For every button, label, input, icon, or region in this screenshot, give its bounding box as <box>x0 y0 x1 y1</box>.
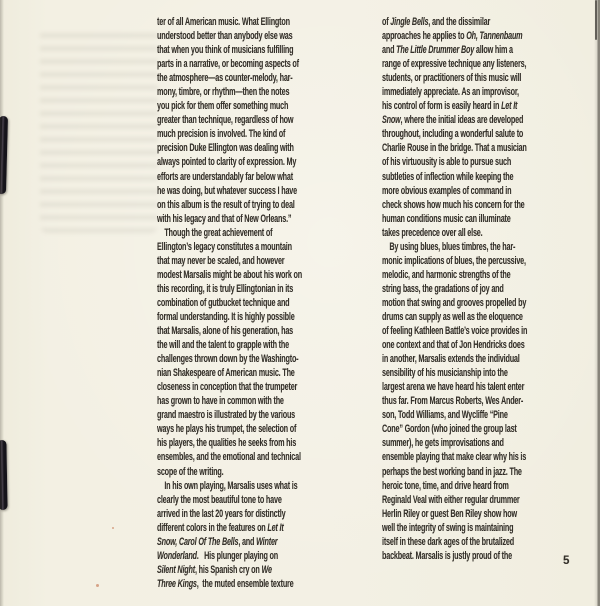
text-line: the atmosphere—as counter-melody, har- <box>157 72 293 85</box>
text-line: monic implications of blues, the percussive, <box>382 254 526 267</box>
text-line: has grown to have in common with the <box>157 395 284 408</box>
text-line: By using blues, blues timbres, the har- <box>382 240 516 253</box>
text-line: that Marsalis, alone of his generation, has <box>157 325 293 338</box>
text-line: more obvious examples of command in <box>382 184 512 197</box>
text-line: grand maestro is illustrated by the various <box>157 409 296 422</box>
text-line: son, Todd Williams, and Wycliffe “Pine <box>382 409 508 422</box>
text-line: that may never be scaled, and however <box>157 254 285 267</box>
scan-edge-left <box>0 0 4 606</box>
text-line: ensembles, and the emotional and technical <box>157 451 301 464</box>
text-line: you pick for them offer something much <box>157 100 289 113</box>
reverse-side-bleedthrough <box>40 28 158 233</box>
text-line: Charlie Rouse in the bridge. That a musician <box>382 142 527 155</box>
text-line: closeness in conception that the trumpeter <box>157 381 298 394</box>
text-line: Wonderland. His plunger playing on <box>157 549 279 562</box>
text-line: subtleties of inflection while keeping the <box>382 170 514 183</box>
text-line: melodic, and harmonic strengths of the <box>382 268 511 281</box>
text-line: different colors in the features on Let It <box>157 521 284 534</box>
text-line: takes precedence over all else. <box>382 226 483 239</box>
text-line: scope of the writing. <box>157 465 224 478</box>
text-line: drums can supply as well as the eloquence <box>382 310 523 323</box>
text-line: nian Shakespeare of American music. The <box>157 367 295 380</box>
text-line: sensibility of his musicianship into the <box>382 367 508 380</box>
text-line: precision Duke Ellington was dealing with <box>157 142 294 155</box>
text-line: Herlin Riley or guest Ben Riley show how <box>382 507 517 520</box>
text-line: students, or practitioners of this music will <box>382 72 522 85</box>
text-line: one context and that of Jon Hendricks does <box>382 339 525 352</box>
text-line: thus far. From Marcus Roberts, Wes Ander- <box>382 395 524 408</box>
text-line: Cone” Gordon (who joined the group last <box>382 423 517 436</box>
text-line: of feeling Kathleen Battle’s voice provides in <box>382 325 528 338</box>
text-line: well the integrity of swing is maintaining <box>382 521 514 534</box>
text-line: parts in a narrative, or becoming aspects of <box>157 58 299 71</box>
text-line: itself in these dark ages of the brutalized <box>382 535 515 548</box>
text-line: much precision is involved. The kind of <box>157 128 286 141</box>
text-line: Ellington’s legacy constitutes a mountain <box>157 240 292 253</box>
text-line: arrived in the last 20 years for distinctly <box>157 507 286 520</box>
text-line: of Jingle Bells, and the dissimilar <box>382 16 491 28</box>
text-line: modest Marsalis might be about his work on <box>157 268 302 281</box>
text-line: the will and the talent to grapple with the <box>157 339 289 352</box>
scan-edge-right <box>594 0 600 606</box>
text-line: In his own playing, Marsalis uses what is <box>157 479 298 492</box>
text-line: combination of gutbucket technique and <box>157 296 290 309</box>
text-line: human conditions music can illuminate <box>382 212 511 225</box>
text-line: perhaps the best working band in jazz. The <box>382 465 522 478</box>
text-line: backbeat. Marsalis is justly proud of the <box>382 549 512 562</box>
text-line: ensemble playing that make clear why his is <box>382 451 527 464</box>
text-line: that when you think of musicians fulfilling <box>157 44 294 57</box>
text-line: largest arena we have heard his talent enter <box>382 381 525 394</box>
text-line: range of expressive technique any listeners, <box>382 58 527 71</box>
text-line: Snow, Carol Of The Bells, and Winter <box>157 535 278 548</box>
text-line: understood better than anybody else was <box>157 30 293 43</box>
text-line: in another, Marsalis extends the individual <box>382 353 520 366</box>
text-line: with his legacy and that of New Orleans.” <box>157 212 292 225</box>
text-line: Though the great achievement of <box>157 226 273 239</box>
page-number: 5 <box>563 555 570 567</box>
text-line: mony, timbre, or rhythm—then the notes <box>157 86 290 99</box>
text-line: efforts are understandably far below what <box>157 170 293 183</box>
text-line: approaches he applies to Oh, Tannenbaum <box>382 30 523 43</box>
text-line: clearly the most beautiful tone to have <box>157 493 282 506</box>
text-line: formal understanding. It is highly possible <box>157 310 295 323</box>
text-line: his players, the qualities he seeks from his <box>157 437 297 450</box>
text-line: immediately appreciate. As an improvisor, <box>382 86 519 99</box>
text-line: Reginald Veal with either regular drummer <box>382 493 520 506</box>
text-line: his control of form is easily heard in Let It <box>382 100 518 113</box>
text-line: ways he plays his trumpet, the selection of <box>157 423 297 436</box>
text-line: ter of all American music. What Ellington <box>157 16 290 28</box>
text-line: always pointed to clarity of expression. My <box>157 156 297 169</box>
text-line: Silent Night, his Spanish cry on We <box>157 563 272 576</box>
text-line: heroic tone, time, and drive heard from <box>382 479 509 492</box>
text-line: throughout, including a wonderful salute to <box>382 128 524 141</box>
text-line: and The Little Drummer Boy allow him a <box>382 44 513 57</box>
paper-speck <box>112 527 114 529</box>
text-line: challenges thrown down by the Washingto- <box>157 353 299 366</box>
text-line: string bass, the gradations of joy and <box>382 282 504 295</box>
text-column-right <box>382 15 556 563</box>
text-line: Snow, where the initial ideas are developed <box>382 114 524 127</box>
text-line: greater than technique, regardless of how <box>157 114 294 127</box>
text-line: motion that swing and grooves propelled by <box>382 296 527 309</box>
text-line: he was doing, but whatever success I have <box>157 184 297 197</box>
text-line: check shows how much his concern for the <box>382 198 525 211</box>
text-line: of his virtuousity is able to pursue such <box>382 156 512 169</box>
text-column-left <box>157 15 331 591</box>
paper-speck <box>96 584 99 587</box>
text-line: this recording, it is truly Ellingtonian in its <box>157 282 294 295</box>
text-line: summer), he gets improvisations and <box>382 437 504 450</box>
text-line: Three Kings, the muted ensemble texture <box>157 577 294 590</box>
text-line: on this album is the result of trying to deal <box>157 198 295 211</box>
